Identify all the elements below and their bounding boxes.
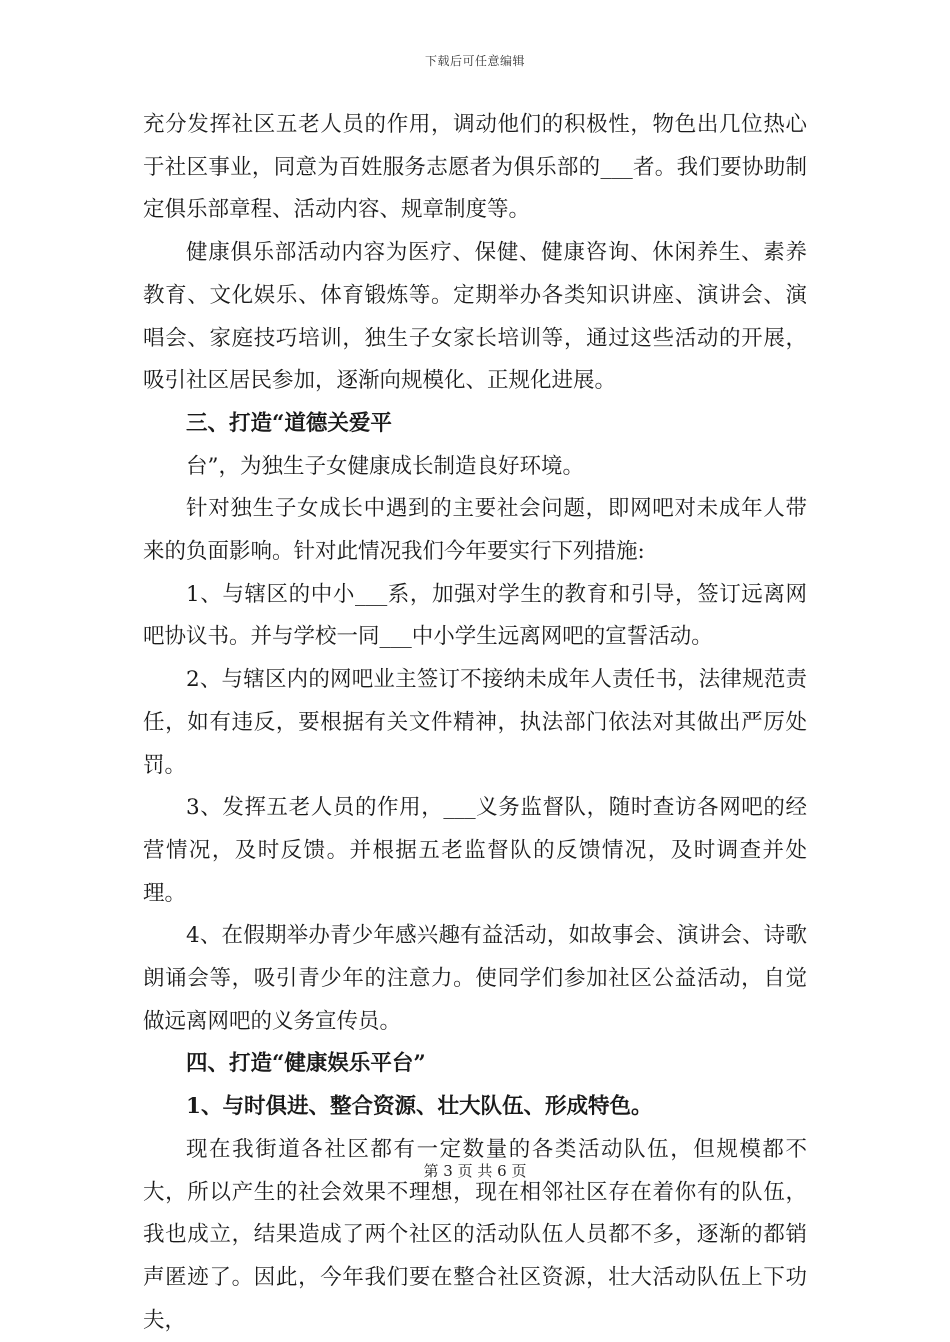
paragraph-club-activities: 健康俱乐部活动内容为医疗、保健、健康咨询、休闲养生、素养教育、文化娱乐、体育锻炼等。定期举办各类知识讲座、演讲会、演唱会、家庭技巧培训，独生子女家长培训等，通过这些活动的开展，吸引社区居民参加，逐渐向规模化、正规化进展。: [143, 240, 807, 394]
section-heading-moral-platform: 三、打造“道德关爱平: [186, 410, 392, 436]
paragraph-moral-platform-cont: 台”，为独生子女健康成长制造良好环境。: [186, 453, 584, 479]
measure-item-3: 3、发挥五老人员的作用，___义务监督队，随时查访各网吧的经营情况，及时反馈。并根据五老监督队的反馈情况，及时调查并处理。: [143, 795, 807, 906]
page-number-footer: 第 3 页 共 6 页: [423, 1162, 527, 1180]
document-body: [143, 104, 807, 1342]
measure-item-4: 4、在假期举办青少年感兴趣有益活动，如故事会、演讲会、诗歌朗诵会等，吸引青少年的注意力。使同学们参加社区公益活动，自觉做远离网吧的义务宣传员。: [143, 923, 807, 1034]
measure-item-1: 1、与辖区的中小___系，加强对学生的教育和引导，签订远离网吧协议书。并与学校一同___中小学生远离网吧的宣誓活动。: [143, 581, 807, 650]
paragraph-volunteers: 充分发挥社区五老人员的作用，调动他们的积极性，物色出几位热心于社区事业，同意为百姓服务志愿者为俱乐部的___者。我们要协助制定俱乐部章程、活动内容、规章制度等。: [143, 112, 807, 223]
paragraph-activity-teams: 现在我街道各社区都有一定数量的各类活动队伍，但规模都不大，所以产生的社会效果不理想，现在相邻社区存在着你有的队伍，我也成立，结果造成了两个社区的活动队伍人员都不多，逐渐的都销声匿迹了。因此，今年我们要在整合社区资源，壮大活动队伍上下功夫，: [143, 1136, 807, 1333]
subheading-integrate-resources: 1、与时俱进、整合资源、壮大队伍、形成特色。: [186, 1094, 653, 1120]
page-header: 下载后可任意编辑: [424, 54, 525, 68]
paragraph-internet-cafe-problem: 针对独生子女成长中遇到的主要社会问题，即网吧对未成年人带来的负面影响。针对此情况我们今年要实行下列措施:: [143, 496, 807, 565]
section-heading-health-platform: 四、打造“健康娱乐平台”: [186, 1051, 426, 1077]
measure-item-2: 2、与辖区内的网吧业主签订不接纳未成年人责任书，法律规范责任，如有违反，要根据有关文件精神，执法部门依法对其做出严厉处罚。: [143, 667, 807, 778]
